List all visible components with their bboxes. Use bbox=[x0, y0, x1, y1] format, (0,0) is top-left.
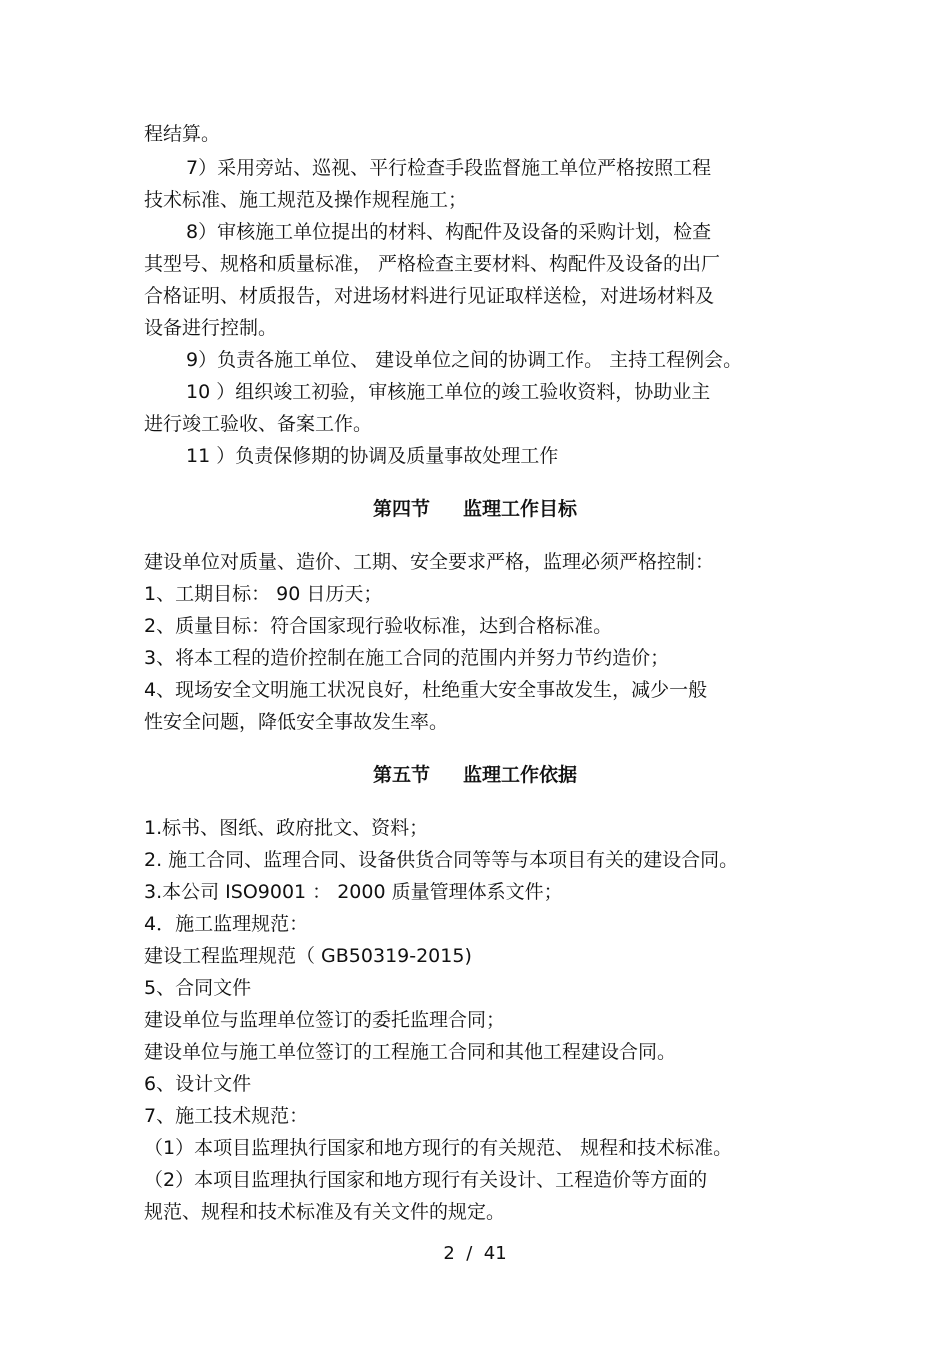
list-item: 2、质量目标：符合国家现行验收标准，达到合格标准。 bbox=[144, 615, 613, 637]
list-item: 6、设计文件 bbox=[144, 1073, 252, 1095]
list-item: 7、施工技术规范： bbox=[144, 1105, 309, 1127]
list-item: 2. 施工合同、监理合同、设备供货合同等等与本项目有关的建设合同。 bbox=[144, 849, 739, 871]
paragraph-line: 技术标准、施工规范及操作规程施工； bbox=[144, 189, 468, 211]
paragraph-line: 其型号、规格和质量标准， 严格检查主要材料、构配件及设备的出厂 bbox=[144, 253, 721, 275]
paragraph-line: 建设单位对质量、造价、工期、安全要求严格，监理必须严格控制： bbox=[144, 551, 715, 573]
paragraph-line: 11 ）负责保修期的协调及质量事故处理工作 bbox=[186, 445, 559, 467]
paragraph-line: 8）审核施工单位提出的材料、构配件及设备的采购计划，检查 bbox=[186, 221, 712, 243]
paragraph-line: 建设单位与施工单位签订的工程施工合同和其他工程建设合同。 bbox=[144, 1041, 677, 1063]
page-number: 2 / 41 bbox=[443, 1243, 507, 1264]
paragraph-line: 建设单位与监理单位签订的委托监理合同； bbox=[144, 1009, 506, 1031]
list-item: 3.本公司 ISO9001 ： 2000 质量管理体系文件； bbox=[144, 881, 563, 903]
list-item: 4．施工监理规范： bbox=[144, 913, 309, 935]
paragraph-line: 程结算。 bbox=[144, 123, 221, 145]
list-item: 4、现场安全文明施工状况良好，杜绝重大安全事故发生，减少一般 bbox=[144, 679, 708, 701]
paragraph-line: 规范、规程和技术标准及有关文件的规定。 bbox=[144, 1201, 506, 1223]
list-item: 5、合同文件 bbox=[144, 977, 252, 999]
paragraph-line: 9）负责各施工单位、 建设单位之间的协调工作。 主持工程例会。 bbox=[186, 349, 743, 371]
section-heading: 第四节 监理工作目标 bbox=[372, 498, 578, 520]
paragraph-line: 性安全问题，降低安全事故发生率。 bbox=[144, 711, 449, 733]
list-item: 1、工期目标： 90 日历天； bbox=[144, 583, 383, 605]
paragraph-line: 建设工程监理规范（ GB50319-2015) bbox=[144, 945, 472, 967]
list-item: 1.标书、图纸、政府批文、资料； bbox=[144, 817, 429, 839]
paragraph-line: 合格证明、材质报告，对进场材料进行见证取样送检，对进场材料及 bbox=[144, 285, 715, 307]
paragraph-line: （2）本项目监理执行国家和地方现行有关设计、工程造价等方面的 bbox=[144, 1169, 708, 1191]
paragraph-line: 进行竣工验收、备案工作。 bbox=[144, 413, 373, 435]
paragraph-line: 7）采用旁站、巡视、平行检查手段监督施工单位严格按照工程 bbox=[186, 157, 712, 179]
paragraph-line: （1）本项目监理执行国家和地方现行的有关规范、 规程和技术标准。 bbox=[144, 1137, 733, 1159]
paragraph-line: 设备进行控制。 bbox=[144, 317, 278, 339]
paragraph-line: 10 ）组织竣工初验，审核施工单位的竣工验收资料，协助业主 bbox=[186, 381, 711, 403]
list-item: 3、将本工程的造价控制在施工合同的范围内并努力节约造价； bbox=[144, 647, 670, 669]
section-heading: 第五节 监理工作依据 bbox=[372, 764, 578, 786]
